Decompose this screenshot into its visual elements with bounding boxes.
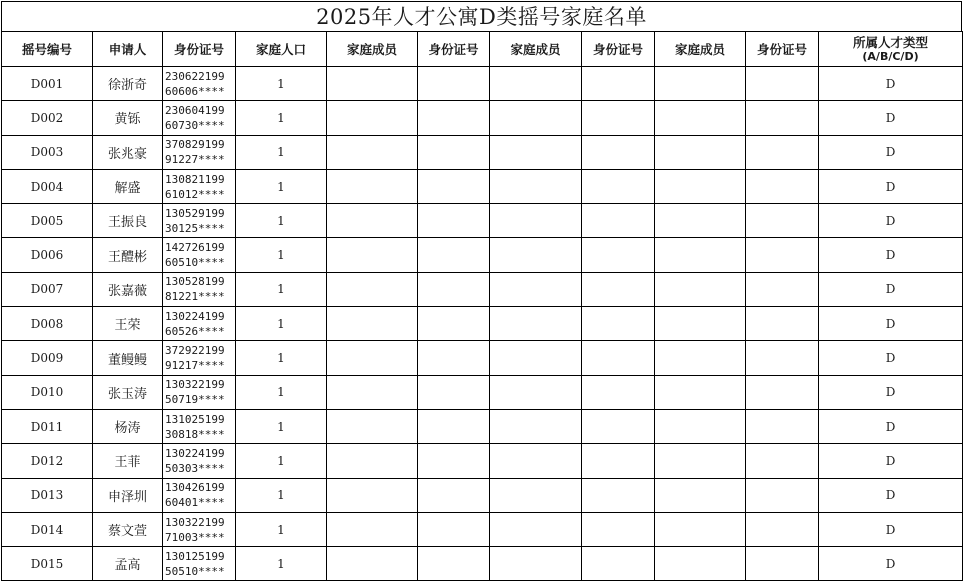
table-row	[2, 169, 963, 203]
id-line-2: 71003****	[165, 530, 225, 544]
cell-household[interactable]: 1	[236, 409, 327, 443]
cell-member3-id[interactable]	[746, 409, 819, 443]
table-body	[2, 67, 963, 581]
cell-member3[interactable]	[655, 512, 746, 546]
cell-member2[interactable]	[490, 375, 582, 409]
cell-member3-id[interactable]	[746, 547, 819, 581]
id-line-2: 60401****	[165, 496, 225, 510]
cell-draw-no[interactable]: D003	[2, 135, 93, 169]
cell-applicant[interactable]: 申泽圳	[93, 478, 163, 512]
cell-applicant[interactable]: 杨涛	[93, 409, 163, 443]
table-row	[2, 478, 963, 512]
cell-member2[interactable]	[490, 409, 582, 443]
cell-member1[interactable]	[327, 409, 418, 443]
cell-household[interactable]: 1	[236, 444, 327, 478]
cell-member1[interactable]	[327, 444, 418, 478]
cell-member1-id[interactable]	[418, 272, 490, 306]
cell-member1-id[interactable]	[418, 409, 490, 443]
cell-household[interactable]: 1	[236, 169, 327, 203]
cell-applicant[interactable]: 王荣	[93, 307, 163, 341]
cell-draw-no[interactable]: D008	[2, 307, 93, 341]
cell-member3-id[interactable]	[746, 135, 819, 169]
cell-id-no[interactable]	[163, 67, 236, 101]
cell-category[interactable]: D	[819, 341, 963, 375]
cell-member3-id[interactable]	[746, 67, 819, 101]
cell-draw-no[interactable]: D004	[2, 169, 93, 203]
cell-member2-id[interactable]	[582, 409, 655, 443]
cell-member3[interactable]	[655, 478, 746, 512]
cell-member2-id[interactable]	[582, 238, 655, 272]
id-line-2: 50719****	[165, 393, 225, 407]
cell-member3[interactable]	[655, 169, 746, 203]
cell-id-no[interactable]	[163, 478, 236, 512]
cell-member3-id[interactable]	[746, 341, 819, 375]
cell-member1-id[interactable]	[418, 169, 490, 203]
cell-id-no[interactable]	[163, 272, 236, 306]
cell-member3[interactable]	[655, 409, 746, 443]
id-line-2: 60606****	[165, 84, 225, 98]
cell-member1-id[interactable]	[418, 478, 490, 512]
cell-household[interactable]: 1	[236, 101, 327, 135]
cell-member1[interactable]	[327, 101, 418, 135]
table-row	[2, 272, 963, 306]
cell-draw-no[interactable]: D011	[2, 409, 93, 443]
id-line-2: 60526****	[165, 324, 225, 338]
cell-member1[interactable]	[327, 238, 418, 272]
header-member2-id: 身份证号	[582, 32, 655, 67]
header-category-sub: (A/B/C/D)	[862, 50, 919, 63]
header-category-label: 所属人才类型	[852, 35, 928, 50]
cell-member2-id[interactable]	[582, 444, 655, 478]
table-row	[2, 101, 963, 135]
cell-id-no[interactable]	[163, 512, 236, 546]
cell-draw-no[interactable]: D005	[2, 204, 93, 238]
table-row	[2, 375, 963, 409]
id-line-1: 130322199	[165, 515, 225, 529]
cell-household[interactable]: 1	[236, 512, 327, 546]
cell-member3-id[interactable]	[746, 307, 819, 341]
id-line-1: 372922199	[165, 344, 225, 358]
cell-applicant[interactable]: 张兆豪	[93, 135, 163, 169]
cell-member3[interactable]	[655, 101, 746, 135]
id-line-1: 130322199	[165, 378, 225, 392]
header-member1-id: 身份证号	[418, 32, 490, 67]
cell-household[interactable]: 1	[236, 135, 327, 169]
cell-member1-id[interactable]	[418, 135, 490, 169]
id-line-1: 230622199	[165, 69, 225, 83]
cell-member2[interactable]	[490, 204, 582, 238]
cell-category[interactable]: D	[819, 238, 963, 272]
cell-household[interactable]: 1	[236, 375, 327, 409]
cell-member1[interactable]	[327, 67, 418, 101]
cell-member1[interactable]	[327, 375, 418, 409]
cell-id-no[interactable]	[163, 547, 236, 581]
id-line-1: 230604199	[165, 103, 225, 117]
cell-member2[interactable]	[490, 547, 582, 581]
cell-category[interactable]: D	[819, 67, 963, 101]
cell-id-no[interactable]	[163, 375, 236, 409]
cell-member3[interactable]	[655, 67, 746, 101]
cell-applicant[interactable]: 解盛	[93, 169, 163, 203]
id-line-2: 30125****	[165, 221, 225, 235]
cell-member3-id[interactable]	[746, 375, 819, 409]
cell-category[interactable]: D	[819, 409, 963, 443]
cell-member3[interactable]	[655, 272, 746, 306]
cell-member3-id[interactable]	[746, 204, 819, 238]
cell-member1-id[interactable]	[418, 204, 490, 238]
cell-member2-id[interactable]	[582, 67, 655, 101]
table-row	[2, 547, 963, 581]
cell-member1-id[interactable]	[418, 547, 490, 581]
id-line-2: 91227****	[165, 153, 225, 167]
cell-category[interactable]: D	[819, 547, 963, 581]
cell-household[interactable]: 1	[236, 67, 327, 101]
cell-applicant[interactable]: 徐浙奇	[93, 67, 163, 101]
cell-member2[interactable]	[490, 272, 582, 306]
id-line-1: 130426199	[165, 481, 225, 495]
id-line-1: 142726199	[165, 241, 225, 255]
cell-member3-id[interactable]	[746, 101, 819, 135]
table-row	[2, 135, 963, 169]
cell-id-no[interactable]	[163, 307, 236, 341]
cell-household[interactable]: 1	[236, 478, 327, 512]
cell-household[interactable]: 1	[236, 307, 327, 341]
cell-member2[interactable]	[490, 101, 582, 135]
cell-member3[interactable]	[655, 307, 746, 341]
cell-member2[interactable]	[490, 307, 582, 341]
cell-applicant[interactable]: 王菲	[93, 444, 163, 478]
id-line-1: 370829199	[165, 138, 225, 152]
cell-member2[interactable]	[490, 512, 582, 546]
cell-draw-no[interactable]: D002	[2, 101, 93, 135]
cell-member2[interactable]	[490, 444, 582, 478]
cell-category[interactable]: D	[819, 169, 963, 203]
cell-draw-no[interactable]: D001	[2, 67, 93, 101]
cell-member2-id[interactable]	[582, 169, 655, 203]
cell-applicant[interactable]: 蔡文萱	[93, 512, 163, 546]
cell-applicant[interactable]: 张玉涛	[93, 375, 163, 409]
table-row	[2, 409, 963, 443]
cell-member1-id[interactable]	[418, 375, 490, 409]
cell-member2-id[interactable]	[582, 272, 655, 306]
table-row	[2, 204, 963, 238]
cell-member3[interactable]	[655, 547, 746, 581]
id-line-1: 130224199	[165, 309, 225, 323]
cell-member1[interactable]	[327, 169, 418, 203]
cell-category[interactable]: D	[819, 135, 963, 169]
cell-id-no[interactable]	[163, 341, 236, 375]
cell-member3-id[interactable]	[746, 169, 819, 203]
id-line-2: 91217****	[165, 359, 225, 373]
cell-applicant[interactable]: 王振良	[93, 204, 163, 238]
cell-member1-id[interactable]	[418, 307, 490, 341]
cell-member3-id[interactable]	[746, 238, 819, 272]
id-line-2: 81221****	[165, 290, 225, 304]
cell-member1[interactable]	[327, 272, 418, 306]
cell-draw-no[interactable]: D014	[2, 512, 93, 546]
table-row	[2, 512, 963, 546]
cell-draw-no[interactable]: D010	[2, 375, 93, 409]
cell-household[interactable]: 1	[236, 204, 327, 238]
cell-member2[interactable]	[490, 238, 582, 272]
cell-id-no[interactable]	[163, 204, 236, 238]
id-line-1: 131025199	[165, 412, 225, 426]
cell-member2-id[interactable]	[582, 478, 655, 512]
cell-id-no[interactable]	[163, 409, 236, 443]
cell-id-no[interactable]	[163, 135, 236, 169]
cell-member1[interactable]	[327, 547, 418, 581]
cell-category[interactable]: D	[819, 204, 963, 238]
id-line-2: 50510****	[165, 564, 225, 578]
cell-category[interactable]: D	[819, 307, 963, 341]
table-row	[2, 307, 963, 341]
cell-applicant[interactable]: 张嘉薇	[93, 272, 163, 306]
cell-member1-id[interactable]	[418, 67, 490, 101]
cell-member3-id[interactable]	[746, 272, 819, 306]
cell-member2-id[interactable]	[582, 204, 655, 238]
cell-category[interactable]: D	[819, 272, 963, 306]
cell-category[interactable]: D	[819, 444, 963, 478]
table-row	[2, 341, 963, 375]
table-row	[2, 67, 963, 101]
cell-member2-id[interactable]	[582, 512, 655, 546]
cell-category[interactable]: D	[819, 512, 963, 546]
cell-member3-id[interactable]	[746, 444, 819, 478]
id-line-2: 30818****	[165, 427, 225, 441]
cell-draw-no[interactable]: D013	[2, 478, 93, 512]
cell-member1-id[interactable]	[418, 341, 490, 375]
spreadsheet	[1, 1, 962, 581]
cell-member3[interactable]	[655, 238, 746, 272]
id-line-2: 50303****	[165, 461, 225, 475]
id-line-2: 60510****	[165, 256, 225, 270]
cell-member2-id[interactable]	[582, 101, 655, 135]
cell-member2-id[interactable]	[582, 307, 655, 341]
cell-member2[interactable]	[490, 341, 582, 375]
cell-member1-id[interactable]	[418, 512, 490, 546]
cell-household[interactable]: 1	[236, 238, 327, 272]
header-draw-no: 摇号编号	[2, 32, 93, 67]
cell-member3[interactable]	[655, 444, 746, 478]
id-line-2: 60730****	[165, 118, 225, 132]
id-line-1: 130529199	[165, 206, 225, 220]
cell-household[interactable]: 1	[236, 547, 327, 581]
header-id-no: 身份证号	[163, 32, 236, 67]
cell-member1[interactable]	[327, 135, 418, 169]
header-household: 家庭人口	[236, 32, 327, 67]
cell-household[interactable]: 1	[236, 341, 327, 375]
cell-member3[interactable]	[655, 204, 746, 238]
cell-member2[interactable]	[490, 135, 582, 169]
cell-applicant[interactable]: 黄铄	[93, 101, 163, 135]
cell-member1-id[interactable]	[418, 444, 490, 478]
cell-applicant[interactable]: 董鳗鳗	[93, 341, 163, 375]
id-line-1: 130821199	[165, 172, 225, 186]
cell-draw-no[interactable]: D009	[2, 341, 93, 375]
id-line-1: 130224199	[165, 446, 225, 460]
cell-category[interactable]: D	[819, 375, 963, 409]
cell-member3[interactable]	[655, 375, 746, 409]
table-row	[2, 444, 963, 478]
cell-member2-id[interactable]	[582, 375, 655, 409]
cell-member1[interactable]	[327, 478, 418, 512]
id-line-1: 130125199	[165, 549, 225, 563]
cell-member2[interactable]	[490, 478, 582, 512]
cell-applicant[interactable]: 孟高	[93, 547, 163, 581]
header-member1: 家庭成员	[327, 32, 418, 67]
cell-member1[interactable]	[327, 341, 418, 375]
cell-member1-id[interactable]	[418, 238, 490, 272]
id-line-2: 61012****	[165, 187, 225, 201]
cell-id-no[interactable]	[163, 238, 236, 272]
cell-member2-id[interactable]	[582, 547, 655, 581]
header-category	[819, 32, 963, 67]
cell-member2[interactable]	[490, 67, 582, 101]
cell-member1-id[interactable]	[418, 101, 490, 135]
header-applicant: 申请人	[93, 32, 163, 67]
cell-category[interactable]: D	[819, 101, 963, 135]
cell-id-no[interactable]	[163, 444, 236, 478]
cell-draw-no[interactable]: D012	[2, 444, 93, 478]
cell-member1[interactable]	[327, 204, 418, 238]
family-list-table	[1, 31, 963, 581]
cell-member2-id[interactable]	[582, 341, 655, 375]
cell-applicant[interactable]: 王醴彬	[93, 238, 163, 272]
cell-member3-id[interactable]	[746, 512, 819, 546]
header-member3: 家庭成员	[655, 32, 746, 67]
cell-id-no[interactable]	[163, 101, 236, 135]
cell-member1[interactable]	[327, 307, 418, 341]
header-member2: 家庭成员	[490, 32, 582, 67]
cell-draw-no[interactable]: D015	[2, 547, 93, 581]
header-member3-id: 身份证号	[746, 32, 819, 67]
cell-household[interactable]: 1	[236, 272, 327, 306]
cell-draw-no[interactable]: D006	[2, 238, 93, 272]
cell-member3-id[interactable]	[746, 478, 819, 512]
header-row	[2, 32, 963, 67]
sheet-title: 2025年人才公寓D类摇号家庭名单	[1, 1, 962, 31]
cell-member3[interactable]	[655, 135, 746, 169]
cell-category[interactable]: D	[819, 478, 963, 512]
cell-draw-no[interactable]: D007	[2, 272, 93, 306]
table-row	[2, 238, 963, 272]
cell-member2-id[interactable]	[582, 135, 655, 169]
cell-member3[interactable]	[655, 341, 746, 375]
cell-member2[interactable]	[490, 169, 582, 203]
cell-member1[interactable]	[327, 512, 418, 546]
id-line-1: 130528199	[165, 275, 225, 289]
cell-id-no[interactable]	[163, 169, 236, 203]
